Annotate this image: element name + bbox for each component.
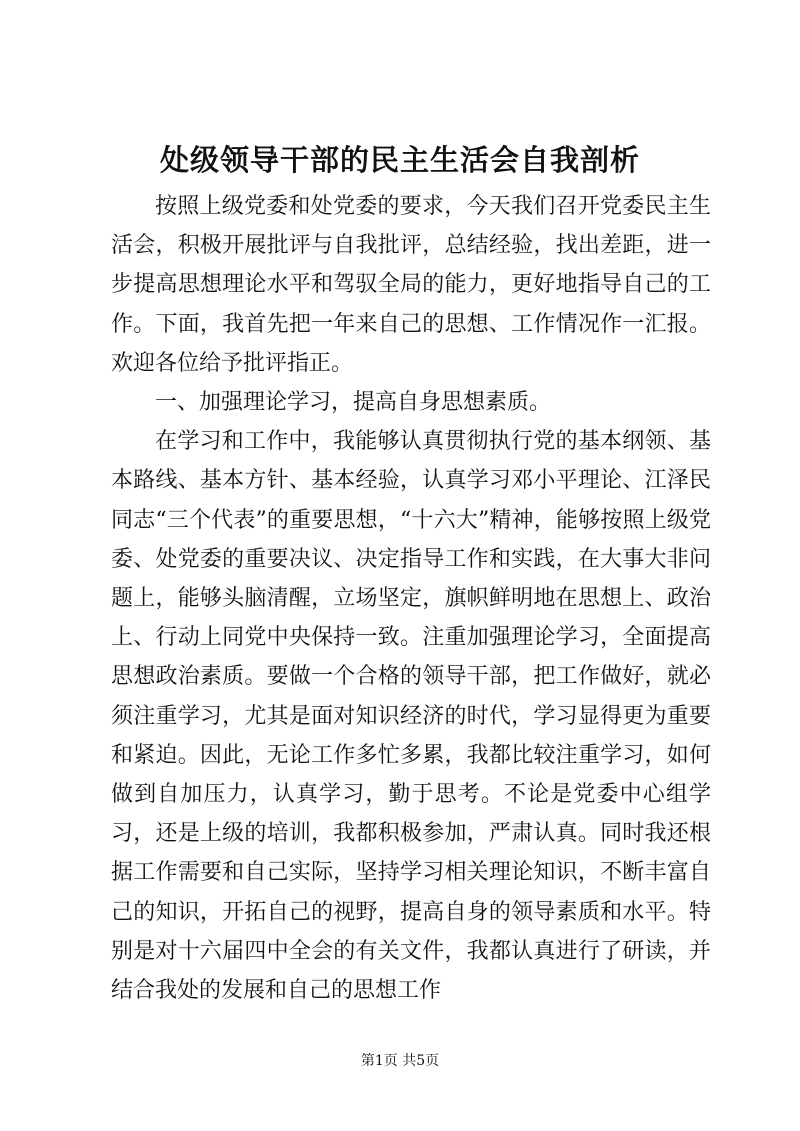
paragraph-section-heading: 一、加强理论学习，提高自身思想素质。 xyxy=(155,390,552,416)
paragraph-intro: 按照上级党委和处党委的要求，今天我们召开党委民主生活会，积极开展批评与自我批评，总结经验，找出差距，进一步提高思想理论水平和驾驭全局的能力，更好地指导自己的工作。下面，我首先把一年来自己的思想、工作情况作一汇报。欢迎各位给予批评指正。 xyxy=(111,194,711,376)
document-body xyxy=(111,187,711,1010)
page-footer: 第1页 共5页 xyxy=(360,1053,440,1069)
paragraph-theory-study: 在学习和工作中，我能够认真贯彻执行党的基本纲领、基本路线、基本方针、基本经验，认真学习邓小平理论、江泽民同志“三个代表”的重要思想，“十六大”精神，能够按照上级党委、处党委的重要决议、决定指导工作和实践，在大事大非问题上，能够头脑清醒，立场坚定，旗帜鲜明地在思想上、政治上、行动上同党中央保持一致。注重加强理论学习，全面提高思想政治素质。要做一个合格的领导干部，把工作做好，就必须注重学习，尤其是面对知识经济的时代，学习显得更为重要和紧迫。因此，无论工作多忙多累，我都比较注重学习，如何做到自加压力，认真学习，勤于思考。不论是党委中心组学习，还是上级的培训，我都积极参加，严肃认真。同时我还根据工作需要和自己实际，坚持学习相关理论知识，不断丰富自己的知识，开拓自己的视野，提高自身的领导素质和水平。特别是对十六届四中全会的有关文件，我都认真进行了研读，并结合我处的发展和自己的思想工作 xyxy=(111,429,711,1004)
document-title: 处级领导干部的民主生活会自我剖析 xyxy=(159,143,640,177)
